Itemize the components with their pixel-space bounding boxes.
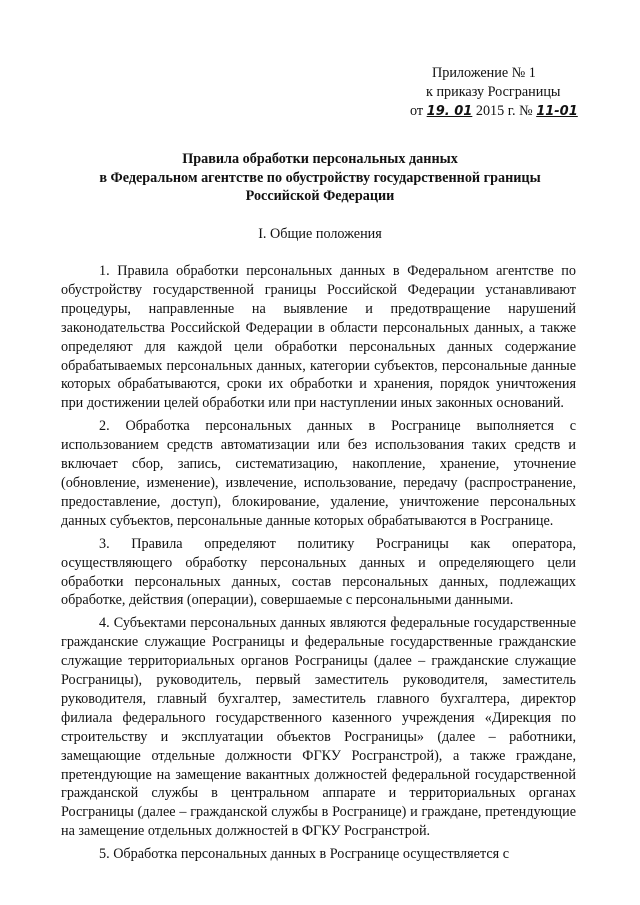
date-prefix: от xyxy=(410,103,427,119)
paragraph-1: 1. Правила обработки персональных данных в Федеральном агентстве по обустройству государственной границы Российской Федерации устанавливают процедуры, направленные на выявление и предотвращение нарушений законодательства Российской Федерации в области персональных данных, а также определяют для каждой цели обработки персональных данных содержание обрабатываемых персональных данных, категории субъектов, персональные данные которых обрабатываются, сроки их обработки и хранения, порядок уничтожения при достижении целей обработки или при наступлении иных законных оснований. xyxy=(61,263,576,412)
document-title xyxy=(60,150,580,206)
section-heading: I. Общие положения xyxy=(258,226,382,242)
title-line-2: в Федеральном агентстве по обустройству государственной границы xyxy=(99,169,541,186)
paragraph-2: 2. Обработка персональных данных в Росгранице выполняется с использованием средств автоматизации или без использования таких средств и включает сбор, запись, систематизацию, накопление, хранение, уточнение (обновление, изменение), извлечение, использование, передачу (распространение, предоставление, доступ), блокирование, удаление, уничтожение персональных данных субъектов, персональные данные которых обрабатываются в Росгранице. xyxy=(61,418,576,529)
handwritten-date: 19. 01 xyxy=(426,104,473,119)
document-body xyxy=(61,262,576,864)
paragraph-4: 4. Субъектами персональных данных являются федеральные государственные гражданские служащие Росграницы и федеральные государственные гражданские служащие территориальных органов Росграницы (далее – гражданские служащие Росграницы), руководитель, первый заместитель руководителя, заместитель руководителя, главный бухгалтер, заместитель главного бухгалтера, директор филиала федерального государственного казенного учреждения «Дирекция по строительству и эксплуатации объектов Росграницы» (далее – работники, замещающие отдельные должности ФГКУ Росгранстрой), а также граждане, претендующие на замещение вакантных должностей федеральной государственной гражданской службы в центральном аппарате и территориальных органах Росграницы (далее – гражданской службы в Росгранице) и граждане, претендующие на замещение отдельных должностей в ФГКУ Росгранстрой. xyxy=(61,615,576,840)
year-number-label: 2015 г. № xyxy=(472,103,537,119)
title-line-3: Российской Федерации xyxy=(245,188,395,204)
appendix-header xyxy=(410,64,610,121)
order-reference: к приказу Росграницы xyxy=(426,84,561,100)
order-date-line xyxy=(410,102,610,121)
handwritten-order-number: 11-01 xyxy=(536,104,578,119)
appendix-number: Приложение № 1 xyxy=(432,65,536,81)
paragraph-3: 3. Правила определяют политику Росграницы как оператора, осуществляющего обработку персональных данных и определяющего цели обработки персональных данных, состав персональных данных, подлежащих обработке, действия (операции), совершаемые с персональными данными. xyxy=(61,535,576,609)
paragraph-5: 5. Обработка персональных данных в Росгранице осуществляется с xyxy=(99,846,510,863)
title-line-1: Правила обработки персональных данных xyxy=(182,151,458,167)
